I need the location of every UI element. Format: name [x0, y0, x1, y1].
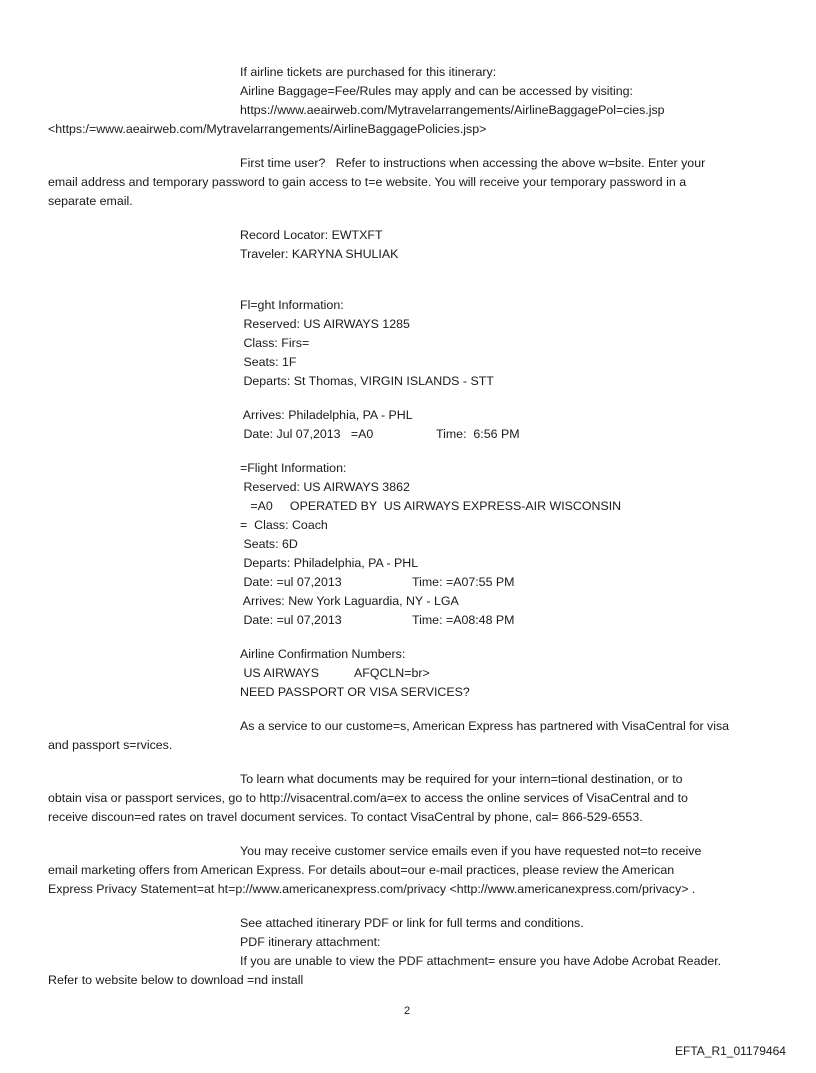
- text-line: Express Privacy Statement=at ht=p://www.americanexpress.com/privacy <http://www.americanexpress.com/privacy> .: [48, 882, 696, 896]
- text-line: Class: Firs=: [240, 336, 310, 350]
- text-line: Time: 6:56 PM: [436, 427, 520, 441]
- text-line: Seats: 1F: [240, 355, 297, 369]
- text-line: NEED PASSPORT OR VISA SERVICES?: [240, 685, 470, 699]
- bates-number: EFTA_R1_01179464: [675, 1044, 786, 1058]
- text-line: Time: =A07:55 PM: [412, 575, 515, 589]
- text-line: Date: =ul 07,2013: [240, 613, 342, 627]
- text-line: separate email.: [48, 194, 133, 208]
- text-line: If airline tickets are purchased for this itinerary:: [240, 65, 497, 79]
- text-line: Airline Baggage=Fee/Rules may apply and can be accessed by visiting:: [240, 84, 633, 98]
- text-line: <https:/=www.aeairweb.com/Mytravelarrangements/AirlineBaggagePolicies.jsp>: [48, 122, 487, 136]
- text-line: Record Locator: EWTXFT: [240, 228, 383, 242]
- text-line: Departs: Philadelphia, PA - PHL: [240, 556, 419, 570]
- text-line: Seats: 6D: [240, 537, 298, 551]
- text-line: Arrives: Philadelphia, PA - PHL: [240, 408, 413, 422]
- text-line: Arrives: New York Laguardia, NY - LGA: [240, 594, 459, 608]
- text-line: Airline Confirmation Numbers:: [240, 647, 406, 661]
- text-line: US AIRWAYS: [240, 666, 319, 680]
- text-line: As a service to our custome=s, American Express has partnered with VisaCentral for visa: [240, 719, 730, 733]
- text-line: Date: =ul 07,2013: [240, 575, 342, 589]
- text-line: If you are unable to view the PDF attachment= ensure you have Adobe Acrobat Reader.: [240, 954, 722, 968]
- text-line: See attached itinerary PDF or link for full terms and conditions.: [240, 916, 584, 930]
- text-line: email marketing offers from American Express. For details about=our e-mail practices, please review the American: [48, 863, 675, 877]
- text-line: receive discoun=ed rates on travel document services. To contact VisaCentral by phone, cal= 866-529-6553.: [48, 810, 643, 824]
- text-line: PDF itinerary attachment:: [240, 935, 381, 949]
- text-line: Fl=ght Information:: [240, 298, 344, 312]
- text-line: AFQCLN=br>: [354, 666, 430, 680]
- text-line: You may receive customer service emails even if you have requested not=to receive: [240, 844, 702, 858]
- page-number: 2: [404, 1005, 411, 1017]
- text-line: https://www.aeairweb.com/Mytravelarrangements/AirlineBaggagePol=cies.jsp: [240, 103, 665, 117]
- text-line: Reserved: US AIRWAYS 1285: [240, 317, 410, 331]
- text-line: obtain visa or passport services, go to http://visacentral.com/a=ex to access the online services of VisaCentral and to: [48, 791, 688, 805]
- text-line: Time: =A08:48 PM: [412, 613, 515, 627]
- text-line: email address and temporary password to gain access to t=e website. You will receive your temporary password in a: [48, 175, 687, 189]
- text-line: Departs: St Thomas, VIRGIN ISLANDS - STT: [240, 374, 494, 388]
- text-line: =A0 OPERATED BY US AIRWAYS EXPRESS-AIR WISCONSIN: [240, 499, 622, 513]
- text-line: Refer to website below to download =nd install: [48, 973, 304, 987]
- text-line: = Class: Coach: [240, 518, 328, 532]
- text-line: To learn what documents may be required for your intern=tional destination, or to: [240, 772, 683, 786]
- text-line: and passport s=rvices.: [48, 738, 173, 752]
- text-line: Traveler: KARYNA SHULIAK: [240, 247, 399, 261]
- text-line: =Flight Information:: [240, 461, 347, 475]
- text-line: First time user? Refer to instructions when accessing the above w=bsite. Enter your: [240, 156, 706, 170]
- text-line: Reserved: US AIRWAYS 3862: [240, 480, 410, 494]
- text-line: Date: Jul 07,2013 =A0: [240, 427, 374, 441]
